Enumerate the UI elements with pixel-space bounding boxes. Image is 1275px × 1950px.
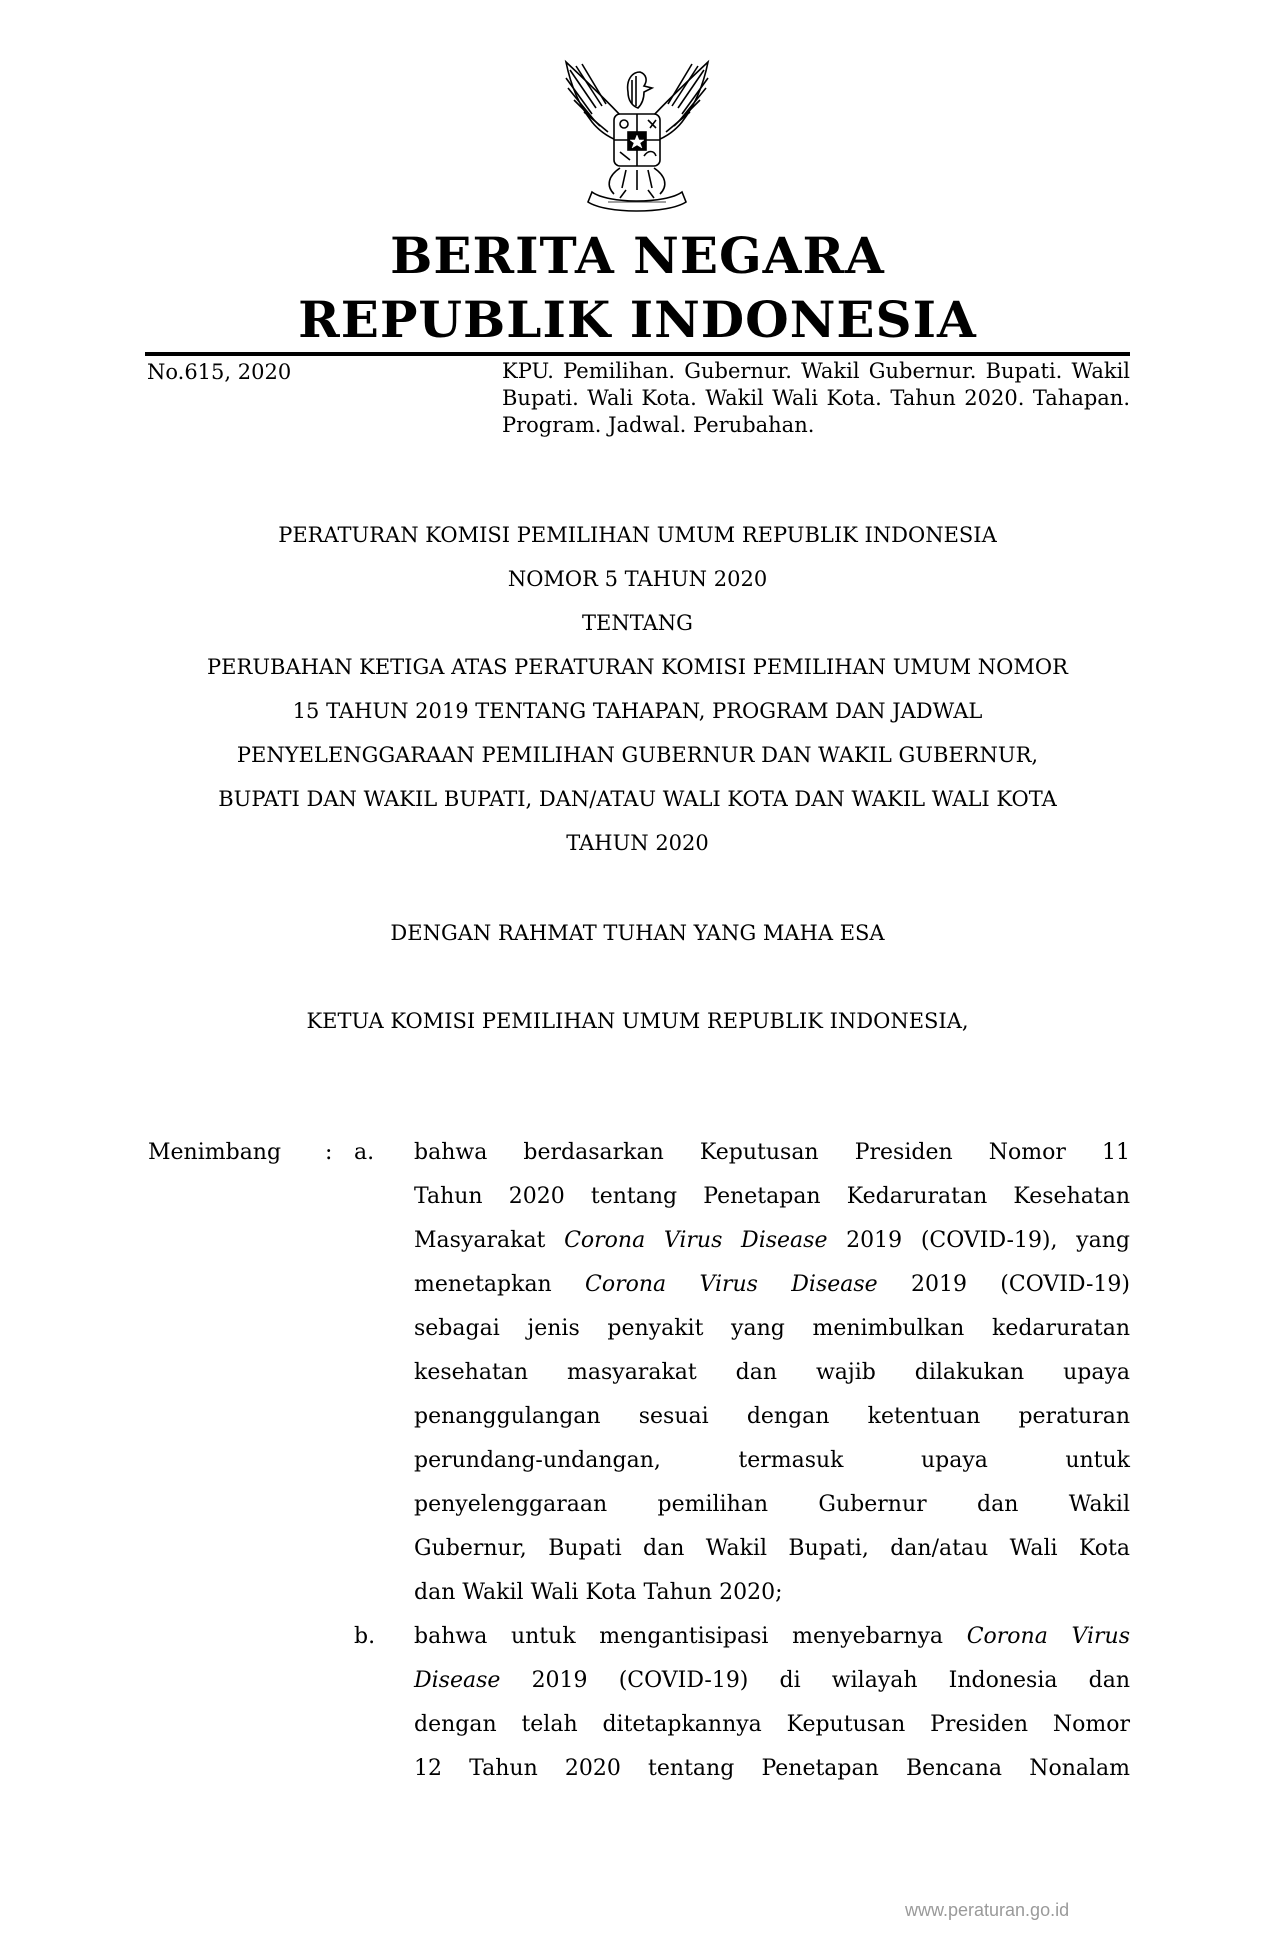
paragraph-line: kesehatan masyarakat dan wajib dilakukan upaya <box>414 1360 1130 1385</box>
chair-title: KETUA KOMISI PEMILIHAN UMUM REPUBLIK INDONESIA, <box>306 1009 969 1033</box>
paragraph-line: bahwa berdasarkan Keputusan Presiden Nomor 11 <box>414 1140 1130 1165</box>
paragraph-line: penyelenggaraan pemilihan Gubernur dan Wakil <box>414 1492 1130 1517</box>
regulation-title-line: PERUBAHAN KETIGA ATAS PERATURAN KOMISI PEMILIHAN UMUM NOMOR <box>207 655 1068 679</box>
regulation-title-line: TAHUN 2020 <box>566 831 709 855</box>
consideration-letter-b: b. <box>354 1624 376 1649</box>
considerations-label: Menimbang <box>148 1140 282 1165</box>
paragraph-line: menetapkan Corona Virus Disease 2019 (COVID-19) <box>414 1272 1130 1297</box>
paragraph-line: 12 Tahun 2020 tentang Penetapan Bencana Nonalam <box>414 1756 1130 1781</box>
subject-keywords: KPU. Pemilihan. Gubernur. Wakil Gubernur. Bupati. Wakil Bupati. Wali Kota. Wakil Wali Kota. Tahun 2020. Tahapan. Program. Jadwal. Perubahan. <box>502 359 1130 437</box>
paragraph-line: sebagai jenis penyakit yang menimbulkan kedaruratan <box>414 1316 1130 1341</box>
paragraph-line: penanggulangan sesuai dengan ketentuan peraturan <box>414 1404 1130 1429</box>
consideration-letter-a: a. <box>354 1140 375 1165</box>
regulation-issuer: PERATURAN KOMISI PEMILIHAN UMUM REPUBLIK INDONESIA <box>278 523 997 547</box>
paragraph-line: Masyarakat Corona Virus Disease 2019 (COVID-19), yang <box>414 1228 1130 1253</box>
consideration-item-b <box>414 1615 1130 1791</box>
gazette-title-line1: BERITA NEGARA <box>390 226 885 285</box>
regulation-number: NOMOR 5 TAHUN 2020 <box>507 567 768 591</box>
invocation: DENGAN RAHMAT TUHAN YANG MAHA ESA <box>390 921 885 945</box>
paragraph-line: dan Wakil Wali Kota Tahun 2020; <box>414 1580 783 1605</box>
paragraph-line: dengan telah ditetapkannya Keputusan Presiden Nomor <box>414 1712 1130 1737</box>
paragraph-line: Disease 2019 (COVID-19) di wilayah Indonesia dan <box>414 1668 1130 1693</box>
paragraph-line: bahwa untuk mengantisipasi menyebarnya Corona Virus <box>414 1624 1130 1649</box>
regulation-title-line: BUPATI DAN WAKIL BUPATI, DAN/ATAU WALI KOTA DAN WAKIL WALI KOTA <box>218 787 1057 811</box>
regulation-title-line: PENYELENGGARAAN PEMILIHAN GUBERNUR DAN WAKIL GUBERNUR, <box>236 743 1039 767</box>
gazette-number: No.615, 2020 <box>147 360 292 384</box>
paragraph-line: Gubernur, Bupati dan Wakil Bupati, dan/atau Wali Kota <box>414 1536 1130 1561</box>
regulation-about: TENTANG <box>582 611 693 635</box>
header-divider <box>145 352 1130 356</box>
consideration-item-a <box>414 1131 1130 1615</box>
gazette-title-line2: REPUBLIK INDONESIA <box>298 290 977 349</box>
garuda-emblem-icon <box>548 52 726 222</box>
footer-source-url: www.peraturan.go.id <box>905 1900 1070 1920</box>
paragraph-line: Tahun 2020 tentang Penetapan Kedaruratan Kesehatan <box>414 1184 1130 1209</box>
considerations-colon: : <box>325 1140 333 1165</box>
regulation-title-line: 15 TAHUN 2019 TENTANG TAHAPAN, PROGRAM DAN JADWAL <box>292 699 983 723</box>
paragraph-line: perundang-undangan, termasuk upaya untuk <box>414 1448 1130 1473</box>
